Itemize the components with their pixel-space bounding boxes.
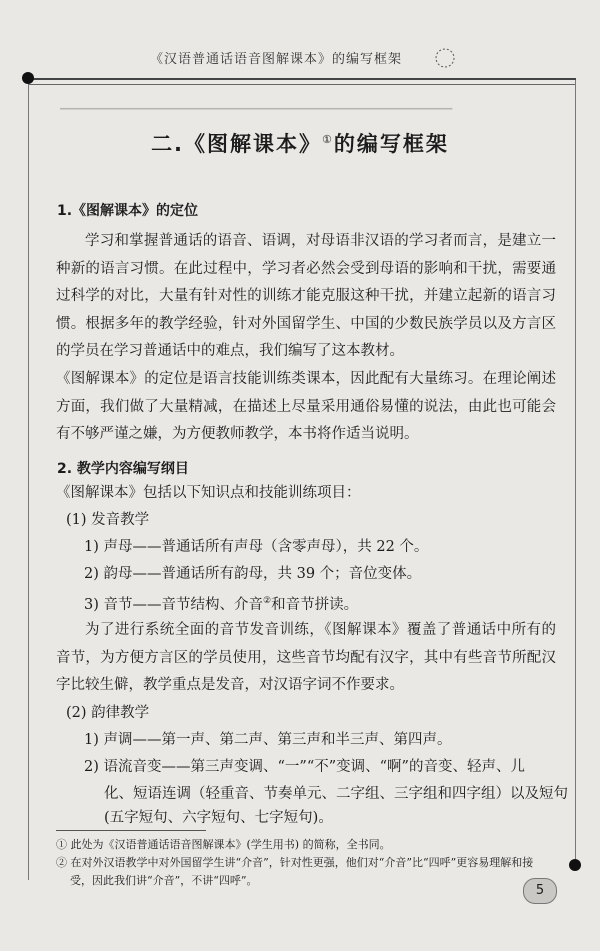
- right-margin-rule: [575, 80, 576, 865]
- outline-item-sandhi-cont: 化、短语连调（轻重音、节奏单元、二字组、三字组和四字组）以及短句: [104, 786, 568, 802]
- corner-dot-top-left: [22, 72, 34, 84]
- header-rule: [28, 78, 576, 80]
- outline-item-syllables-text: 3) 音节——音节结构、介音: [84, 596, 263, 613]
- footnote-rule: [56, 830, 206, 831]
- subsection-heading-positioning: 1.《图解课本》的定位: [57, 203, 199, 219]
- paragraph-exercise: 《图解课本》的定位是语言技能训练类课本，因此配有大量练习。在理论阐述方面，我们做了大量精减，在描述上尽量采用通俗易懂的说法，由此也可能会有不够严谨之嫌，为方便教师教学，本书将作适当说明。: [56, 371, 556, 442]
- section-title-text: 二.《图解课本》: [151, 132, 323, 156]
- section-title: [0, 128, 600, 158]
- outline-item-pronunciation: (1) 发音教学: [66, 512, 150, 528]
- outline-item-syllables-tail: 和音节拼读。: [271, 596, 359, 613]
- page-number: 5: [523, 878, 557, 904]
- outline-intro: 《图解课本》包括以下知识点和技能训练项目：: [56, 485, 361, 501]
- footnote-2: ② 在对外汉语教学中对外国留学生讲“介音”，针对性更强，他们对“介音”比“四呼”更容易理解和接: [56, 856, 534, 869]
- outline-item-sandhi: 2) 语流音变——第三声变调、“一”“不”变调、“啊”的音变、轻声、儿: [84, 759, 525, 775]
- outline-item-sandhi-cont2: (五字短句、六字短句、七字短句)。: [104, 805, 333, 832]
- footnote-2-cont: 受，因此我们讲“介音”，不讲“四呼”。: [70, 874, 258, 887]
- outline-item-prosody: (2) 韵律教学: [66, 705, 150, 721]
- outline-item-initials: 1) 声母——普通话所有声母（含零声母），共 22 个。: [84, 539, 429, 555]
- header-rule-thin: [28, 84, 576, 85]
- footnote-marker: ②: [263, 596, 272, 606]
- section-title-suffix: 的编写框架: [333, 132, 449, 156]
- outline-item-finals: 2) 韵母——普通话所有韵母，共 39 个；音位变体。: [84, 566, 422, 582]
- footnote-1: ① 此处为《汉语普通话语音图解课本》(学生用书) 的简称，全书同。: [56, 838, 391, 851]
- outline-item-tones: 1) 声调——第一声、第二声、第三声和半三声、第四声。: [84, 732, 452, 748]
- paragraph-syllable-training: 为了进行系统全面的音节发音训练，《图解课本》覆盖了普通话中所有的音节，为方便方言区的学员使用，这些音节均配有汉字，其中有些音节所配汉字比较生僻，教学重点是发音，对汉语字词不作要求。: [56, 622, 556, 693]
- left-margin-rule: [28, 80, 29, 880]
- show-through-texture: ▁▁▁▁▁▁▁▁▁▁▁▁▁▁▁▁▁▁▁▁▁▁▁▁▁▁▁▁▁▁▁▁▁▁▁▁▁▁▁▁▁▁▁▁▁▁▁▁▁▁▁: [60, 99, 453, 110]
- paragraph-positioning: 学习和掌握普通话的语音、语调，对母语非汉语的学习者而言，是建立一种新的语言习惯。在此过程中，学习者必然会受到母语的影响和干扰，需要通过科学的对比，大量有针对性的训练才能克服这种干扰，并建立起新的语言习惯。根据多年的教学经验，针对外国留学生、中国的少数民族学员以及方言区的学员在学习普通话中的难点，我们编写了这本教材。: [56, 233, 556, 359]
- running-header: 《汉语普通话语音图解课本》的编写框架: [150, 52, 403, 67]
- subsection-heading-outline: 2. 教学内容编写纲目: [57, 461, 189, 477]
- header-ornament-icon: [430, 45, 460, 71]
- corner-dot-bottom-right: [569, 859, 581, 871]
- outline-item-syllables: [84, 588, 358, 619]
- footnote-marker: ①: [322, 133, 334, 146]
